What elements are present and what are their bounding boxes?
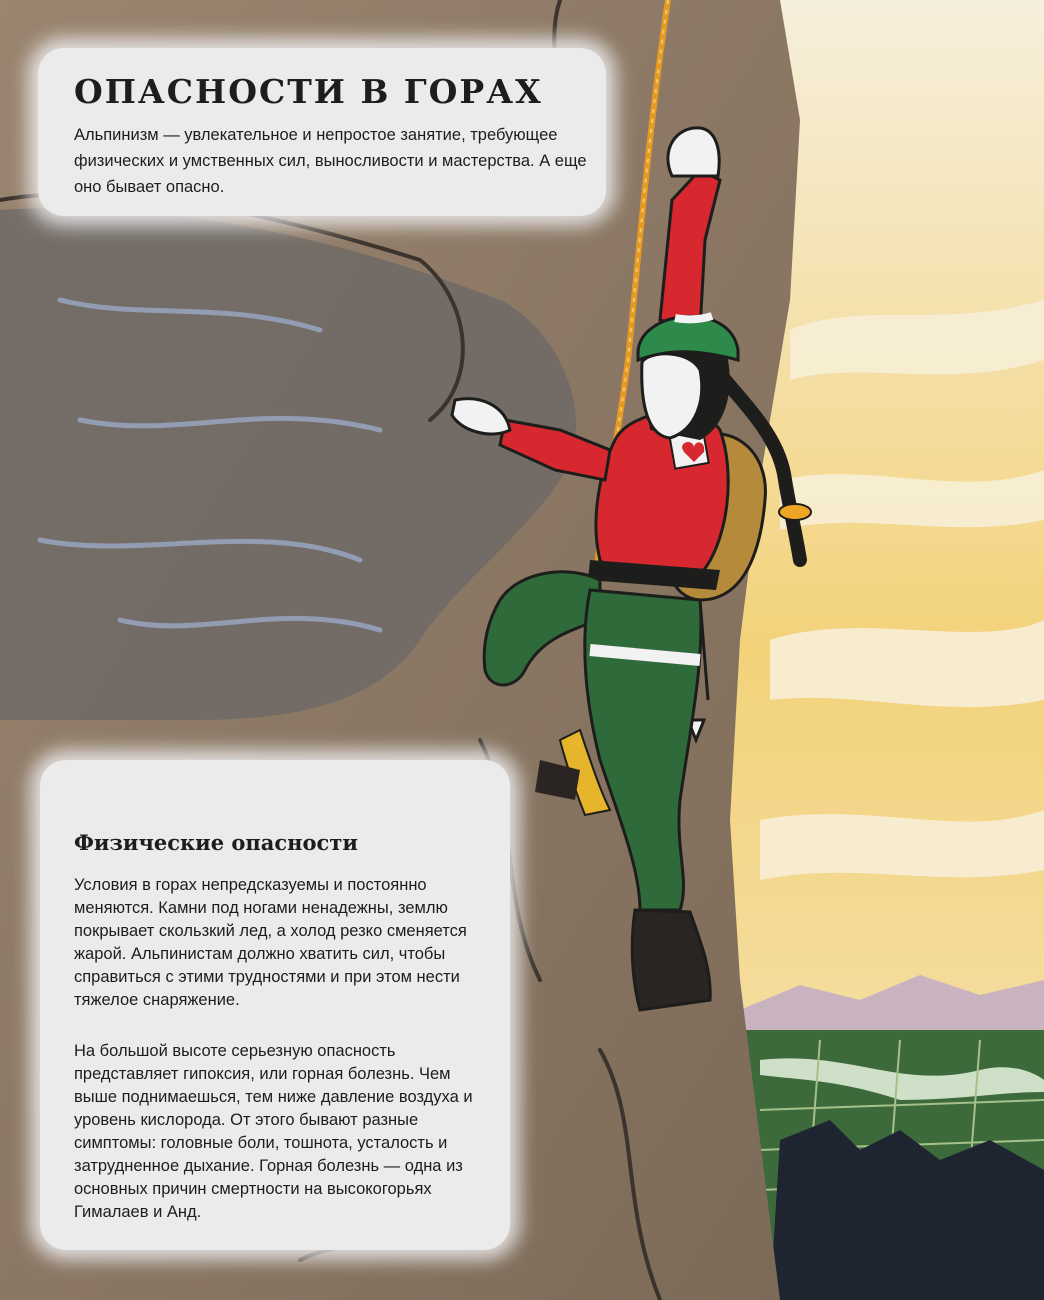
climber-raised-hand [668,128,719,176]
section-title: Физические опасности [74,830,358,855]
climber-torso [596,412,728,584]
section-paragraph-2: На большой высоте серьезную опасность представляет гипоксия, или горная болезнь. Чем выше поднимаешься, тем ниже давление воздуха и уровень кислорода. От этого бывают разные симптомы: головные боли, тошнота, усталость и затрудненное дыхание. Горная болезнь — одна из основных причин смертности на высокогорьях Гималаев и Анд. [74,1042,473,1221]
page-title: ОПАСНОСТИ В ГОРАХ [74,72,543,111]
section-paragraph-1: Условия в горах непредсказуемы и постоянно меняются. Камни под ногами ненадежны, землю покрывает скользкий лед, а холод резко сменяется жарой. Альпинистам должно хватить сил, чтобы справиться с этими трудностями и при этом нести тяжелое снаряжение. [74,876,467,1009]
braid-tie [779,504,811,520]
intro-paragraph: Альпинизм — увлекательное и непростое занятие, требующее физических и умственных сил, выносливости и мастерства. А еще оно бывает опасно. [74,126,587,196]
helmet-stripes [675,316,712,319]
